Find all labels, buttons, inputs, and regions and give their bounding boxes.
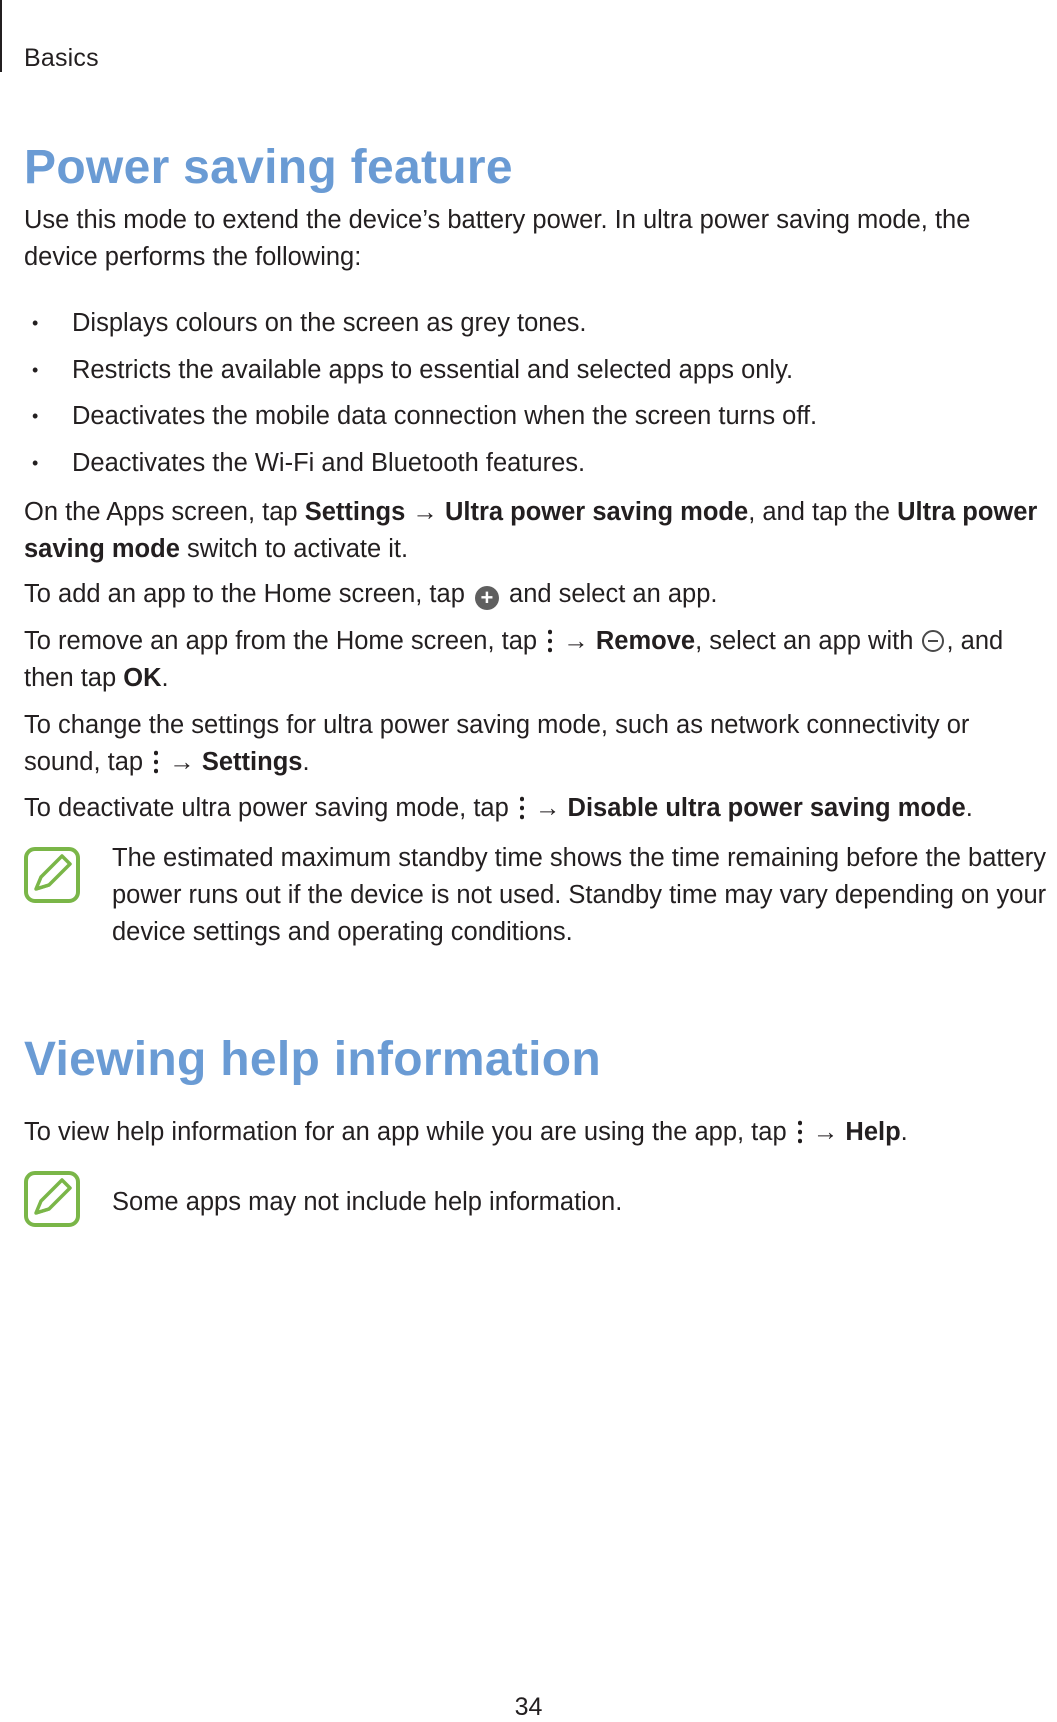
header-rule <box>0 0 2 72</box>
feature-bullet-list <box>24 305 1044 491</box>
more-options-icon <box>548 628 552 654</box>
help-instruction: To view help information for an app while you are using the app, tap → Help. <box>24 1118 908 1146</box>
more-options-icon <box>154 749 158 775</box>
help-note: Some apps may not include help information. <box>112 1188 623 1216</box>
bullet-dot: • <box>32 406 39 426</box>
bullet-item: • Restricts the available apps to essential and selected apps only. <box>24 352 1044 399</box>
deactivate-instruction: To deactivate ultra power saving mode, tap → Disable ultra power saving mode. <box>24 794 973 822</box>
intro-paragraph: Use this mode to extend the device’s battery power. In ultra power saving mode, the device performs the following: <box>24 206 971 271</box>
section-title-power-saving: Power saving feature <box>24 141 513 194</box>
bullet-item: • Deactivates the mobile data connection when the screen turns off. <box>24 398 1044 445</box>
activate-instruction: On the Apps screen, tap Settings → Ultra power saving mode, and tap the Ultra power saving mode switch to activate it. <box>24 498 1038 563</box>
minus-icon <box>922 630 944 652</box>
standby-note: The estimated maximum standby time shows the time remaining before the battery power runs out if the device is not used. Standby time may vary depending on your device settings and operating conditions. <box>112 844 1047 946</box>
plus-icon: + <box>475 586 499 610</box>
note-icon <box>24 847 80 903</box>
bullet-item: • Displays colours on the screen as grey tones. <box>24 305 1044 352</box>
page-number: 34 <box>514 1693 543 1721</box>
bullet-dot: • <box>32 313 39 333</box>
remove-app-instruction: To remove an app from the Home screen, tap → Remove, select an app with , and then tap OK. <box>24 627 1004 692</box>
note-icon <box>24 1171 80 1227</box>
bullet-dot: • <box>32 359 39 380</box>
bullet-item: • Deactivates the Wi-Fi and Bluetooth features. <box>24 445 1044 492</box>
more-options-icon <box>520 795 524 821</box>
more-options-icon <box>798 1119 802 1145</box>
change-settings-instruction: To change the settings for ultra power saving mode, such as network connectivity or sound, tap → Settings. <box>24 711 970 776</box>
section-title-help: Viewing help information <box>24 1033 602 1086</box>
bullet-dot: • <box>32 452 39 473</box>
running-header: Basics <box>24 44 99 72</box>
add-app-instruction: To add an app to the Home screen, tap + and select an app. <box>24 580 718 610</box>
